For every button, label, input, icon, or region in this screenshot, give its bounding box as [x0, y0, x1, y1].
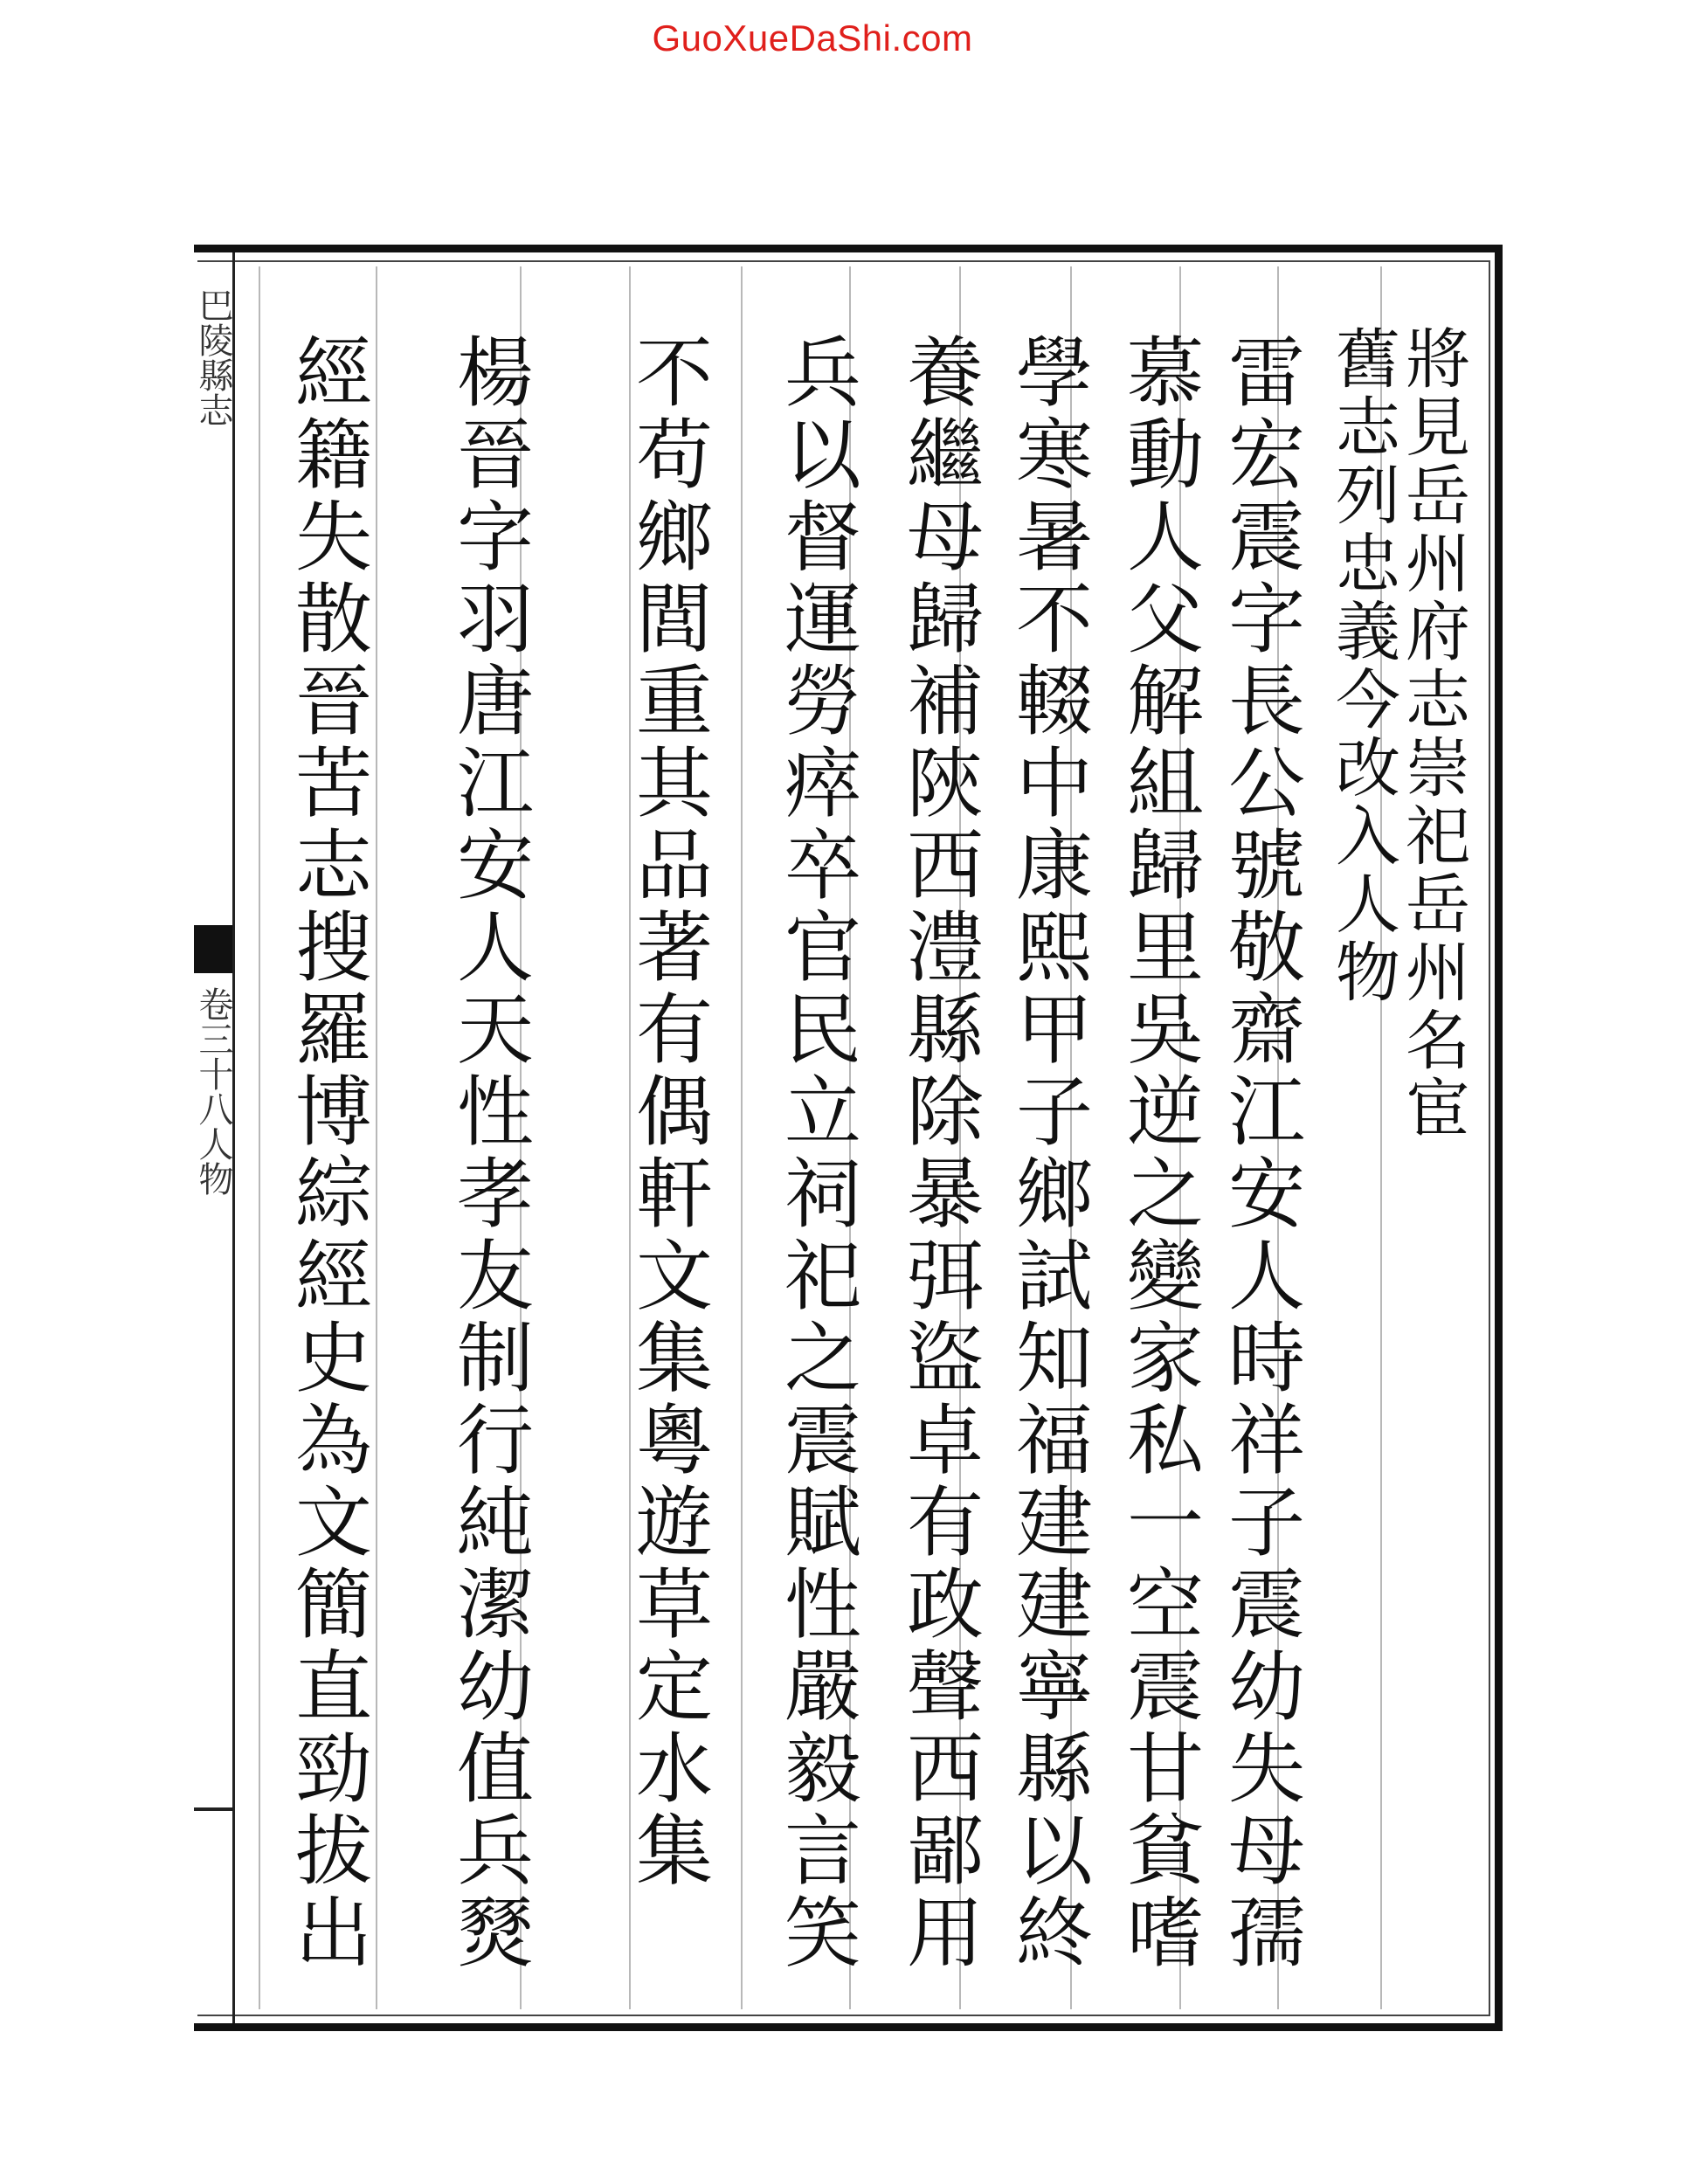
text-column-8: 楊晉字羽唐江安人天性孝友制行純潔幼值兵燹	[445, 332, 535, 1974]
column-1-note-line-a: 將見岳州府志崇祀岳州名宦	[1395, 325, 1470, 1143]
text-column-6: 兵以督運勞瘁卒官民立祠祀之震賦性嚴毅言笑	[772, 332, 862, 1974]
fold-margin	[194, 252, 233, 2023]
column-1-note-line-b: 舊志列忠義今改入人物	[1325, 325, 1400, 1006]
text-column-2: 雷宏震字長公號敬齋江安人時祥子震幼失母孺	[1216, 332, 1306, 1974]
text-column-3: 慕動人父解組歸里吳逆之變家私一空震甘貧嗜	[1115, 332, 1205, 1974]
fold-fishtail-mark	[194, 925, 232, 973]
column-rule	[259, 266, 260, 2009]
fold-section-label: 卷三十八人物	[193, 986, 233, 1196]
watermark-text: GuoXueDaShi.com	[652, 17, 973, 59]
text-column-4: 學寒暑不輟中康熙甲子鄉試知福建建寧縣以終	[1004, 332, 1094, 1974]
text-column-9: 經籍失散晉苦志搜羅博綜經史為文簡直勁拔出	[283, 332, 373, 1974]
column-rule	[376, 266, 377, 2009]
fold-title: 巴陵縣志	[193, 287, 233, 427]
text-column-7: 不苟鄉閭重其品著有偶軒文集粵遊草定水集	[624, 332, 714, 1892]
text-column-5: 養繼母歸補陝西澧縣除暴弭盜卓有政聲西鄙用	[895, 332, 985, 1974]
column-rule	[741, 266, 743, 2009]
fold-bottom-mark	[194, 1807, 232, 1811]
